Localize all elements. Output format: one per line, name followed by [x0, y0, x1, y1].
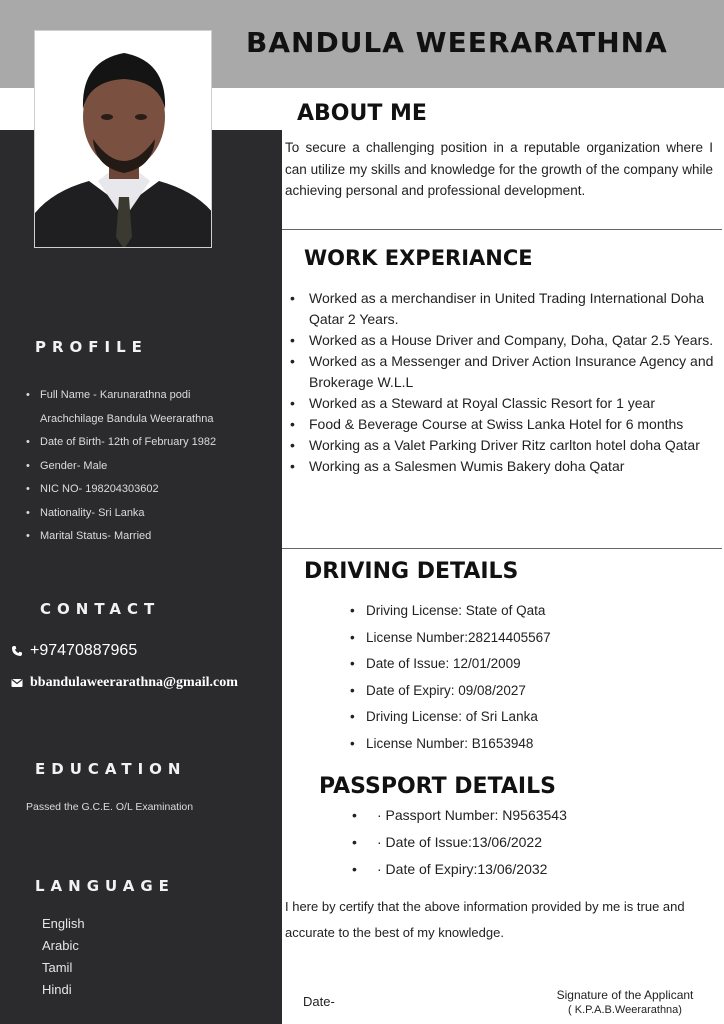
work-item: • Worked as a Messenger and Driver Action Insurance Agency and Brokerage W.L.L: [290, 351, 716, 393]
contact-email: [10, 675, 238, 691]
candidate-name: BANDULA WEERARATHNA: [246, 26, 668, 59]
profile-nic: • NIC NO- 198204303602: [26, 478, 216, 502]
education-text: Passed the G.C.E. O/L Examination: [26, 801, 194, 813]
profile-full-name: • Full Name - Karunarathna podi: [26, 384, 216, 408]
about-text: To secure a challenging position in a reputable organization where I can utilize my skills and knowledge for the growth of the company while achieving personal and professional development.: [285, 140, 713, 198]
date-label: Date-: [303, 994, 335, 1009]
profile-list: [26, 384, 216, 549]
language-item: Tamil: [42, 960, 73, 975]
divider: [282, 548, 722, 549]
profile-marital-status: • Marital Status- Married: [26, 525, 216, 549]
email-address[interactable]: bbandulaweerarathna@gmail.com: [30, 675, 238, 690]
work-item: • Worked as a House Driver and Company, Doha, Qatar 2.5 Years.: [290, 330, 716, 351]
language-heading: LANGUAGE: [35, 877, 175, 895]
language-list: [42, 913, 85, 1001]
passport-heading: PASSPORT DETAILS: [319, 774, 556, 799]
phone-icon: [10, 645, 24, 657]
signature-label: Signature of the Applicant: [556, 988, 694, 1002]
language-item: Arabic: [42, 938, 79, 953]
phone-number[interactable]: +97470887965: [30, 642, 138, 659]
driving-list: [350, 598, 551, 757]
language-item: Hindi: [42, 982, 72, 997]
driving-item: • License Number: B1653948: [350, 731, 551, 758]
profile-gender: • Gender- Male: [26, 455, 216, 479]
passport-item: • · Date of Issue:13/06/2022: [352, 829, 567, 856]
work-item: • Food & Beverage Course at Swiss Lanka Hotel for 6 months: [290, 414, 716, 435]
profile-dob: • Date of Birth- 12th of February 1982: [26, 431, 216, 455]
divider: [282, 229, 722, 230]
language-item: English: [42, 916, 85, 931]
driving-item: • Date of Expiry: 09/08/2027: [350, 678, 551, 705]
contact-phone: [10, 642, 137, 660]
profile-heading: PROFILE: [35, 338, 148, 356]
driving-item: • License Number:28214405567: [350, 625, 551, 652]
passport-item: • · Date of Expiry:13/06/2032: [352, 856, 567, 883]
work-item: • Worked as a merchandiser in United Trading International Doha Qatar 2 Years.: [290, 288, 716, 330]
profile-photo: [34, 30, 212, 248]
driving-item: • Driving License: State of Qata: [350, 598, 551, 625]
envelope-icon: [10, 678, 24, 688]
driving-item: • Driving License: of Sri Lanka: [350, 704, 551, 731]
signature-name: ( K.P.A.B.Weerarathna): [568, 1004, 682, 1016]
passport-list: [352, 802, 567, 883]
driving-heading: DRIVING DETAILS: [304, 559, 519, 584]
work-item: • Worked as a Steward at Royal Classic Resort for 1 year: [290, 393, 716, 414]
contact-heading: CONTACT: [40, 600, 161, 618]
driving-item: • Date of Issue: 12/01/2009: [350, 651, 551, 678]
profile-nationality: • Nationality- Sri Lanka: [26, 502, 216, 526]
work-heading: WORK EXPERIANCE: [304, 246, 533, 270]
portrait-image: [35, 31, 212, 248]
education-heading: EDUCATION: [35, 760, 187, 778]
passport-item: • · Passport Number: N9563543: [352, 802, 567, 829]
work-item: • Working as a Valet Parking Driver Ritz carlton hotel doha Qatar: [290, 435, 716, 456]
work-item: • Working as a Salesmen Wumis Bakery doha Qatar: [290, 456, 716, 477]
declaration-text: I here by certify that the above information provided by me is true and accurate to the best of my knowledge.: [285, 899, 685, 940]
about-heading: ABOUT ME: [297, 101, 427, 126]
profile-full-name-cont: Arachchilage Bandula Weerarathna: [40, 412, 214, 425]
work-list: [290, 288, 716, 477]
